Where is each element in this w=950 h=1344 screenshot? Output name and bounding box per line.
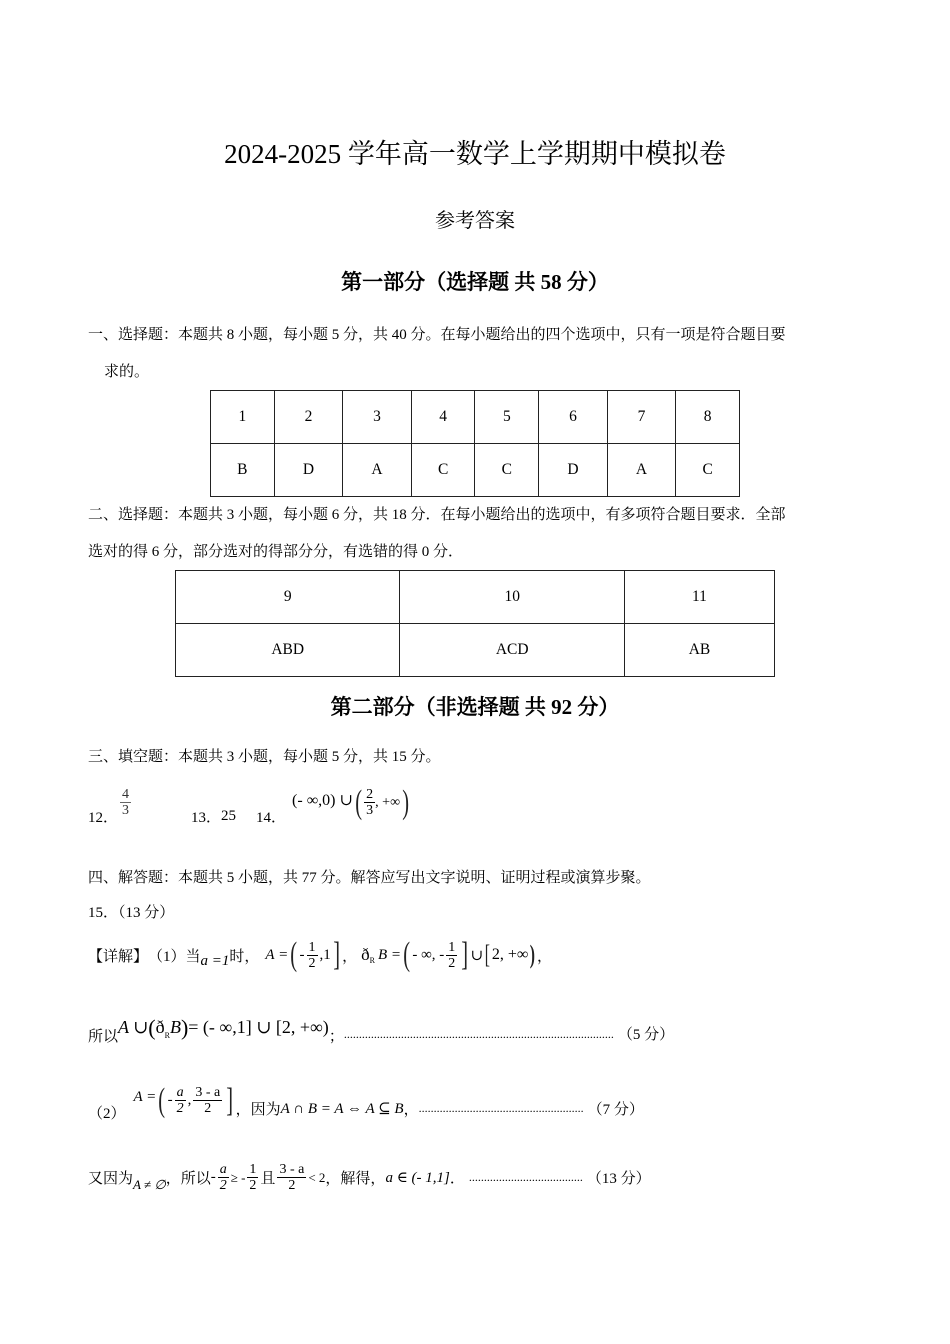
fraction: $\frac{1}{2}$ [249, 1162, 257, 1193]
lt-expression: < 2 [308, 1169, 326, 1185]
and-word: 且 [260, 1171, 276, 1187]
step4-so: ，所以 [165, 1171, 211, 1187]
table-cell: 2 [274, 391, 343, 444]
section2-instructions-line1: 二、选择题：本题共 3 小题，每小题 6 分，共 18 分．在每小题给出的选项中，有多项符合题目要求．全部 [88, 507, 786, 523]
paren-left: ( [355, 783, 362, 821]
semicolon: ； [328, 1029, 344, 1045]
table-cell: 7 [607, 391, 676, 444]
page-subtitle: 参考答案 [435, 210, 515, 232]
fraction: $\frac{3 - a}{2}$ [195, 1085, 221, 1116]
score-label: （13 分） [586, 1171, 651, 1187]
table-cell: C [475, 444, 539, 497]
table-cell: D [539, 444, 608, 497]
complement-subscript: R [369, 955, 375, 965]
table-cell: 5 [475, 391, 539, 444]
table-cell: 8 [676, 391, 740, 444]
fill-in-answers [88, 778, 411, 827]
paren-right: ) [180, 1015, 189, 1040]
table-cell: 3 [343, 391, 412, 444]
part2-heading: 第二部分（非选择题 共 92 分） [330, 695, 620, 719]
union-symbol: ∪ [470, 947, 484, 964]
step3-prefix: （2） [88, 1106, 126, 1122]
comma: ， [403, 1102, 419, 1118]
table-row-answers [176, 624, 775, 677]
comma: ， [342, 948, 358, 965]
step1-prefix: （1）当 [148, 948, 201, 965]
table-cell: C [411, 444, 475, 497]
paren-right: ) [530, 940, 536, 969]
table-cell: 9 [176, 571, 400, 624]
leader-dots: ....................................................... [418, 1101, 584, 1115]
fraction: $\frac{a}{2}$ [219, 1162, 227, 1193]
table-row-answers [211, 444, 740, 497]
table-cell: 6 [539, 391, 608, 444]
bracket-left: [ [484, 940, 491, 969]
table-cell: 1 [211, 391, 275, 444]
step4-solve: ，解得， [325, 1171, 386, 1187]
paren-left: ( [290, 936, 298, 973]
score-label: （5 分） [617, 1027, 675, 1043]
leader-dots: .......................................................................................... [343, 1027, 614, 1041]
q14-answer-fraction: $\frac{2}{3}$ [366, 787, 374, 818]
expr-part: B [169, 1017, 181, 1037]
table-cell: D [274, 444, 343, 497]
step4-result: a ∈ (- 1,1] [385, 1170, 450, 1186]
paren-left: ( [403, 936, 411, 973]
step1-condition: a =1 [200, 952, 230, 969]
table-cell: A [607, 444, 676, 497]
bracket-right: ] [226, 1081, 234, 1119]
table-row-questions [176, 571, 775, 624]
step1-a-equals: A = [265, 946, 289, 963]
step1-b-equals: B = [377, 946, 401, 963]
section3-instructions: 三、填空题：本题共 3 小题，每小题 5 分，共 15 分。 [88, 749, 441, 765]
comma: ， [536, 948, 552, 965]
q15-step4 [88, 1162, 651, 1193]
fraction: $\frac{a}{2}$ [176, 1085, 184, 1116]
section2-instructions-line2: 选对的得 6 分，部分选对的得部分分，有选错的得 0 分． [88, 544, 464, 560]
interval-tail: 2, +∞ [491, 946, 529, 963]
complement-symbol: ð [361, 945, 370, 964]
comma-sep: , [187, 1092, 192, 1108]
q14-answer-part1: (- ∞,0) ∪ [292, 791, 353, 809]
section1-instructions-line2: 求的。 [104, 364, 150, 380]
q14-answer-part2: , +∞ [375, 794, 401, 810]
step3-because: ，因为 [235, 1102, 281, 1118]
table-cell: ABD [176, 624, 400, 677]
section1-instructions-line1: 一、选择题：本题共 8 小题，每小题 5 分，共 40 分。在每小题给出的四个选项中，只有一项是符合题目要 [88, 327, 786, 343]
fraction: $\frac{3 - a}{2}$ [279, 1162, 305, 1193]
q12-answer-fraction: $\frac{4}{3}$ [122, 787, 130, 818]
part1-heading: 第一部分（选择题 共 58 分） [341, 270, 609, 294]
q13-answer: 25 [221, 808, 237, 824]
expr-part: A ∪ [118, 1017, 149, 1037]
q15-step2 [88, 1015, 674, 1046]
table-cell: 10 [400, 571, 624, 624]
paren-left: ( [158, 1081, 166, 1119]
paren-left: ( [148, 1015, 156, 1040]
score-label: （7 分） [587, 1102, 644, 1118]
q13-label: 13． [191, 810, 222, 826]
minus-sign: - [299, 946, 305, 963]
step3-relation: A ∩ B = A ⇔ A ⊆ B [280, 1101, 404, 1117]
fraction: $\frac{1}{2}$ [448, 939, 456, 971]
table-cell: A [343, 444, 412, 497]
table-cell: 4 [411, 391, 475, 444]
minus-sign: - [210, 1169, 216, 1185]
step4-prefix: 又因为 [88, 1171, 134, 1187]
page-title: 2024-2025 学年高一数学上学期期中模拟卷 [224, 139, 726, 169]
section2-answer-table [175, 570, 775, 677]
q12-label: 12． [88, 810, 119, 826]
fraction: $\frac{1}{2}$ [308, 939, 316, 971]
detail-label: 【详解】 [88, 948, 149, 965]
interval-start: - ∞, - [412, 946, 445, 963]
expr-result: = (- ∞,1] ∪ [2, +∞) [188, 1017, 329, 1037]
step2-prefix: 所以 [88, 1029, 119, 1045]
q15-step3 [88, 1078, 644, 1123]
step1-when: 时， [229, 948, 260, 965]
bracket-right: ] [333, 936, 340, 973]
leader-dots: ...................................... [468, 1170, 583, 1184]
table-cell: 11 [624, 571, 774, 624]
complement-symbol: ð [155, 1017, 165, 1037]
section4-instructions: 四、解答题：本题共 5 小题，共 77 分。解答应写出文字说明、证明过程或演算步聚。 [88, 870, 651, 886]
bracket-right: ] [461, 936, 469, 973]
step4-condition: A ≠ ∅ [133, 1176, 166, 1192]
paren-right: ) [402, 783, 410, 821]
complement-subscript: R [164, 1031, 170, 1040]
interval-end: ,1 [319, 946, 331, 963]
step3-a-equals: A = [133, 1089, 157, 1105]
section1-answer-table [210, 390, 740, 497]
q14-label: 14． [256, 810, 287, 826]
ge-symbol: ≥ - [230, 1169, 246, 1185]
q15-label: 15．（13 分） [88, 905, 175, 921]
table-cell: AB [624, 624, 774, 677]
period: ． [449, 1171, 465, 1187]
q15-step1 [88, 938, 552, 972]
table-row-questions [211, 391, 740, 444]
table-cell: B [211, 444, 275, 497]
minus-sign: - [167, 1092, 173, 1108]
table-cell: C [676, 444, 740, 497]
table-cell: ACD [400, 624, 624, 677]
